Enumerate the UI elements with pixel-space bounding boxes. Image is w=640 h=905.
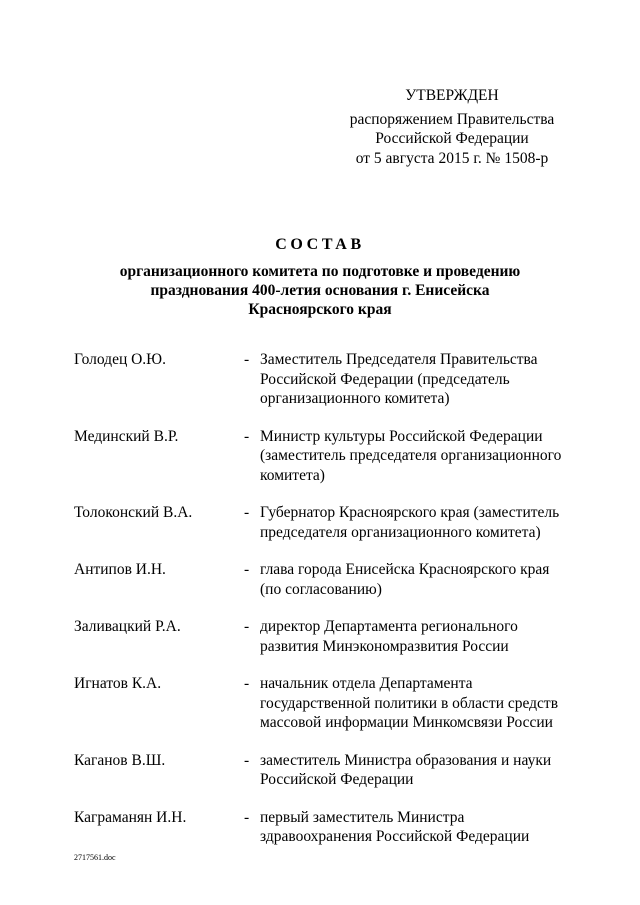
member-role-line: массовой информации Минкомсвязи России [260, 714, 553, 731]
member-role [260, 617, 574, 656]
member-role [260, 427, 574, 486]
member-role-line: (по согласованию) [260, 580, 382, 598]
subtitle-line: празднования 400-летия основания г. Енисейска [150, 282, 490, 299]
footer-file-ref: 2717561.doc [74, 853, 116, 862]
member-dash: - [244, 675, 250, 692]
member-role-line: заместитель Министра образования и науки [260, 751, 552, 769]
member-role-line: организационного комитета) [260, 390, 450, 407]
member-role-line: государственной политики в области средств [260, 694, 559, 712]
member-dash: - [244, 618, 250, 635]
member-row [74, 808, 574, 847]
member-list [74, 350, 574, 865]
subtitle-line: организационного комитета по подготовке и проведению [119, 263, 521, 280]
member-role-line: Министр культуры Российской Федерации [260, 427, 543, 445]
member-role [260, 751, 574, 790]
member-dash: - [244, 751, 250, 769]
member-name: Голодец О.Ю. [74, 351, 166, 368]
document-subtitle [0, 262, 640, 319]
member-row [74, 751, 574, 790]
member-role [260, 674, 574, 733]
member-name: Каганов В.Ш. [74, 751, 166, 769]
member-name: Каграманян И.Н. [74, 808, 187, 826]
member-role-line: председателя организационного комитета) [260, 523, 541, 541]
approval-heading: УТВЕРЖДЕН [405, 87, 499, 104]
member-row [74, 350, 574, 409]
member-name: Толоконский В.А. [74, 504, 193, 521]
member-role-line: комитета) [260, 466, 325, 484]
member-role-line: Российской Федерации (председатель [260, 370, 510, 388]
member-role-line: развития Минэкономразвития России [260, 637, 509, 655]
approval-line: от 5 августа 2015 г. № 1508-р [355, 149, 549, 167]
member-role-line: директор Департамента регионального [260, 618, 518, 635]
member-role [260, 503, 574, 542]
member-role-line: (заместитель председателя организационного [260, 447, 562, 464]
member-role-line: Губернатор Красноярского края (заместитель [260, 504, 560, 521]
member-dash: - [244, 427, 250, 445]
member-role [260, 350, 574, 409]
member-dash: - [244, 808, 250, 826]
member-role-line: здравоохранения Российской Федерации [260, 828, 530, 845]
approval-line: распоряжением Правительства [349, 110, 555, 128]
member-name: Мединский В.Р. [74, 427, 179, 445]
member-role-line: глава города Енисейска Красноярского края [260, 561, 550, 578]
approval-line: Российской Федерации [375, 130, 529, 147]
member-name: Антипов И.Н. [74, 561, 166, 578]
document-title: СОСТАВ [275, 236, 365, 253]
member-row [74, 560, 574, 599]
member-role-line: Российской Федерации [260, 771, 414, 788]
member-role-line: первый заместитель Министра [260, 808, 465, 826]
member-row [74, 617, 574, 656]
member-role-line: начальник отдела Департамента [260, 675, 473, 692]
member-dash: - [244, 504, 250, 521]
subtitle-line: Красноярского края [248, 301, 392, 318]
member-name: Игнатов К.А. [74, 675, 162, 692]
member-dash: - [244, 351, 250, 368]
member-row [74, 427, 574, 486]
member-role [260, 808, 574, 847]
approval-stamp [340, 86, 564, 168]
member-row [74, 674, 574, 733]
member-name: Заливацкий Р.А. [74, 618, 181, 635]
member-role [260, 560, 574, 599]
member-row [74, 503, 574, 542]
member-dash: - [244, 561, 250, 578]
member-role-line: Заместитель Председателя Правительства [260, 351, 538, 368]
